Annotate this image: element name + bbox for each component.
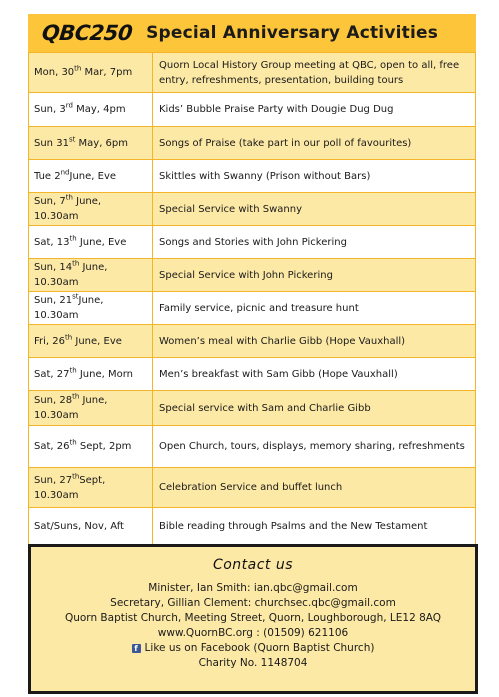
event-description: Skittles with Swanny (Prison without Bars) (153, 160, 476, 193)
event-description: Special Service with Swanny (153, 193, 476, 226)
event-description: Special Service with John Pickering (153, 259, 476, 292)
table-row (29, 391, 476, 426)
table-row (29, 508, 476, 545)
secretary-contact: Secretary, Gillian Clement: churchsec.qbc@gmail.com (110, 597, 396, 609)
table-row (29, 53, 476, 93)
event-description: Celebration Service and buffet lunch (153, 468, 476, 508)
event-date: Sun 31st May, 6pm (29, 127, 153, 160)
table-row (29, 259, 476, 292)
page-title: Special Anniversary Activities (146, 23, 439, 43)
contact-title: Contact us (212, 557, 294, 573)
event-description: Quorn Local History Group meeting at QBC, open to all, free entry, refreshments, presentation, building tours (153, 53, 476, 93)
table-row (29, 358, 476, 391)
event-description: Women’s meal with Charlie Gibb (Hope Vauxhall) (153, 325, 476, 358)
event-date: Sun, 3rd May, 4pm (29, 93, 153, 127)
facebook-line (31, 641, 475, 656)
event-date: Mon, 30th Mar, 7pm (29, 53, 153, 93)
event-date: Sun, 21stJune, 10.30am (29, 292, 153, 325)
table-row (29, 193, 476, 226)
table-row (29, 426, 476, 468)
event-date: Sun, 7th June, 10.30am (29, 193, 153, 226)
facebook-icon: f (132, 644, 141, 653)
event-date: Sun, 14th June, 10.30am (29, 259, 153, 292)
event-date: Sat, 27th June, Morn (29, 358, 153, 391)
event-description: Family service, picnic and treasure hunt (153, 292, 476, 325)
table-row (29, 226, 476, 259)
contact-box (28, 544, 478, 694)
event-description: Songs of Praise (take part in our poll of favourites) (153, 127, 476, 160)
table-row (29, 93, 476, 127)
event-date: Tue 2ndJune, Eve (29, 160, 153, 193)
table-row (29, 160, 476, 193)
event-description: Kids’ Bubble Praise Party with Dougie Dug Dug (153, 93, 476, 127)
event-description: Bible reading through Psalms and the New Testament (153, 508, 476, 545)
event-description: Songs and Stories with John Pickering (153, 226, 476, 259)
event-date: Sun, 27thSept, 10.30am (29, 468, 153, 508)
activities-table (28, 52, 476, 545)
table-row (29, 292, 476, 325)
qbc250-logo: QBC250 (40, 21, 134, 45)
event-date: Sat/Suns, Nov, Aft (29, 508, 153, 545)
charity-number: Charity No. 1148704 (198, 657, 308, 669)
header-banner (28, 14, 476, 52)
event-description: Special service with Sam and Charlie Gibb (153, 391, 476, 426)
church-address: Quorn Baptist Church, Meeting Street, Quorn, Loughborough, LE12 8AQ (64, 612, 442, 624)
event-description: Men’s breakfast with Sam Gibb (Hope Vauxhall) (153, 358, 476, 391)
event-date: Sun, 28th June, 10.30am (29, 391, 153, 426)
facebook-text: Like us on Facebook (Quorn Baptist Church) (144, 642, 375, 654)
website-phone: www.QuornBC.org : (01509) 621106 (157, 627, 349, 639)
table-row (29, 127, 476, 160)
event-date: Sat, 26th Sept, 2pm (29, 426, 153, 468)
event-date: Sat, 13th June, Eve (29, 226, 153, 259)
table-row (29, 325, 476, 358)
event-description: Open Church, tours, displays, memory sharing, refreshments (153, 426, 476, 468)
table-row (29, 468, 476, 508)
event-date: Fri, 26th June, Eve (29, 325, 153, 358)
minister-contact: Minister, Ian Smith: ian.qbc@gmail.com (148, 582, 358, 594)
